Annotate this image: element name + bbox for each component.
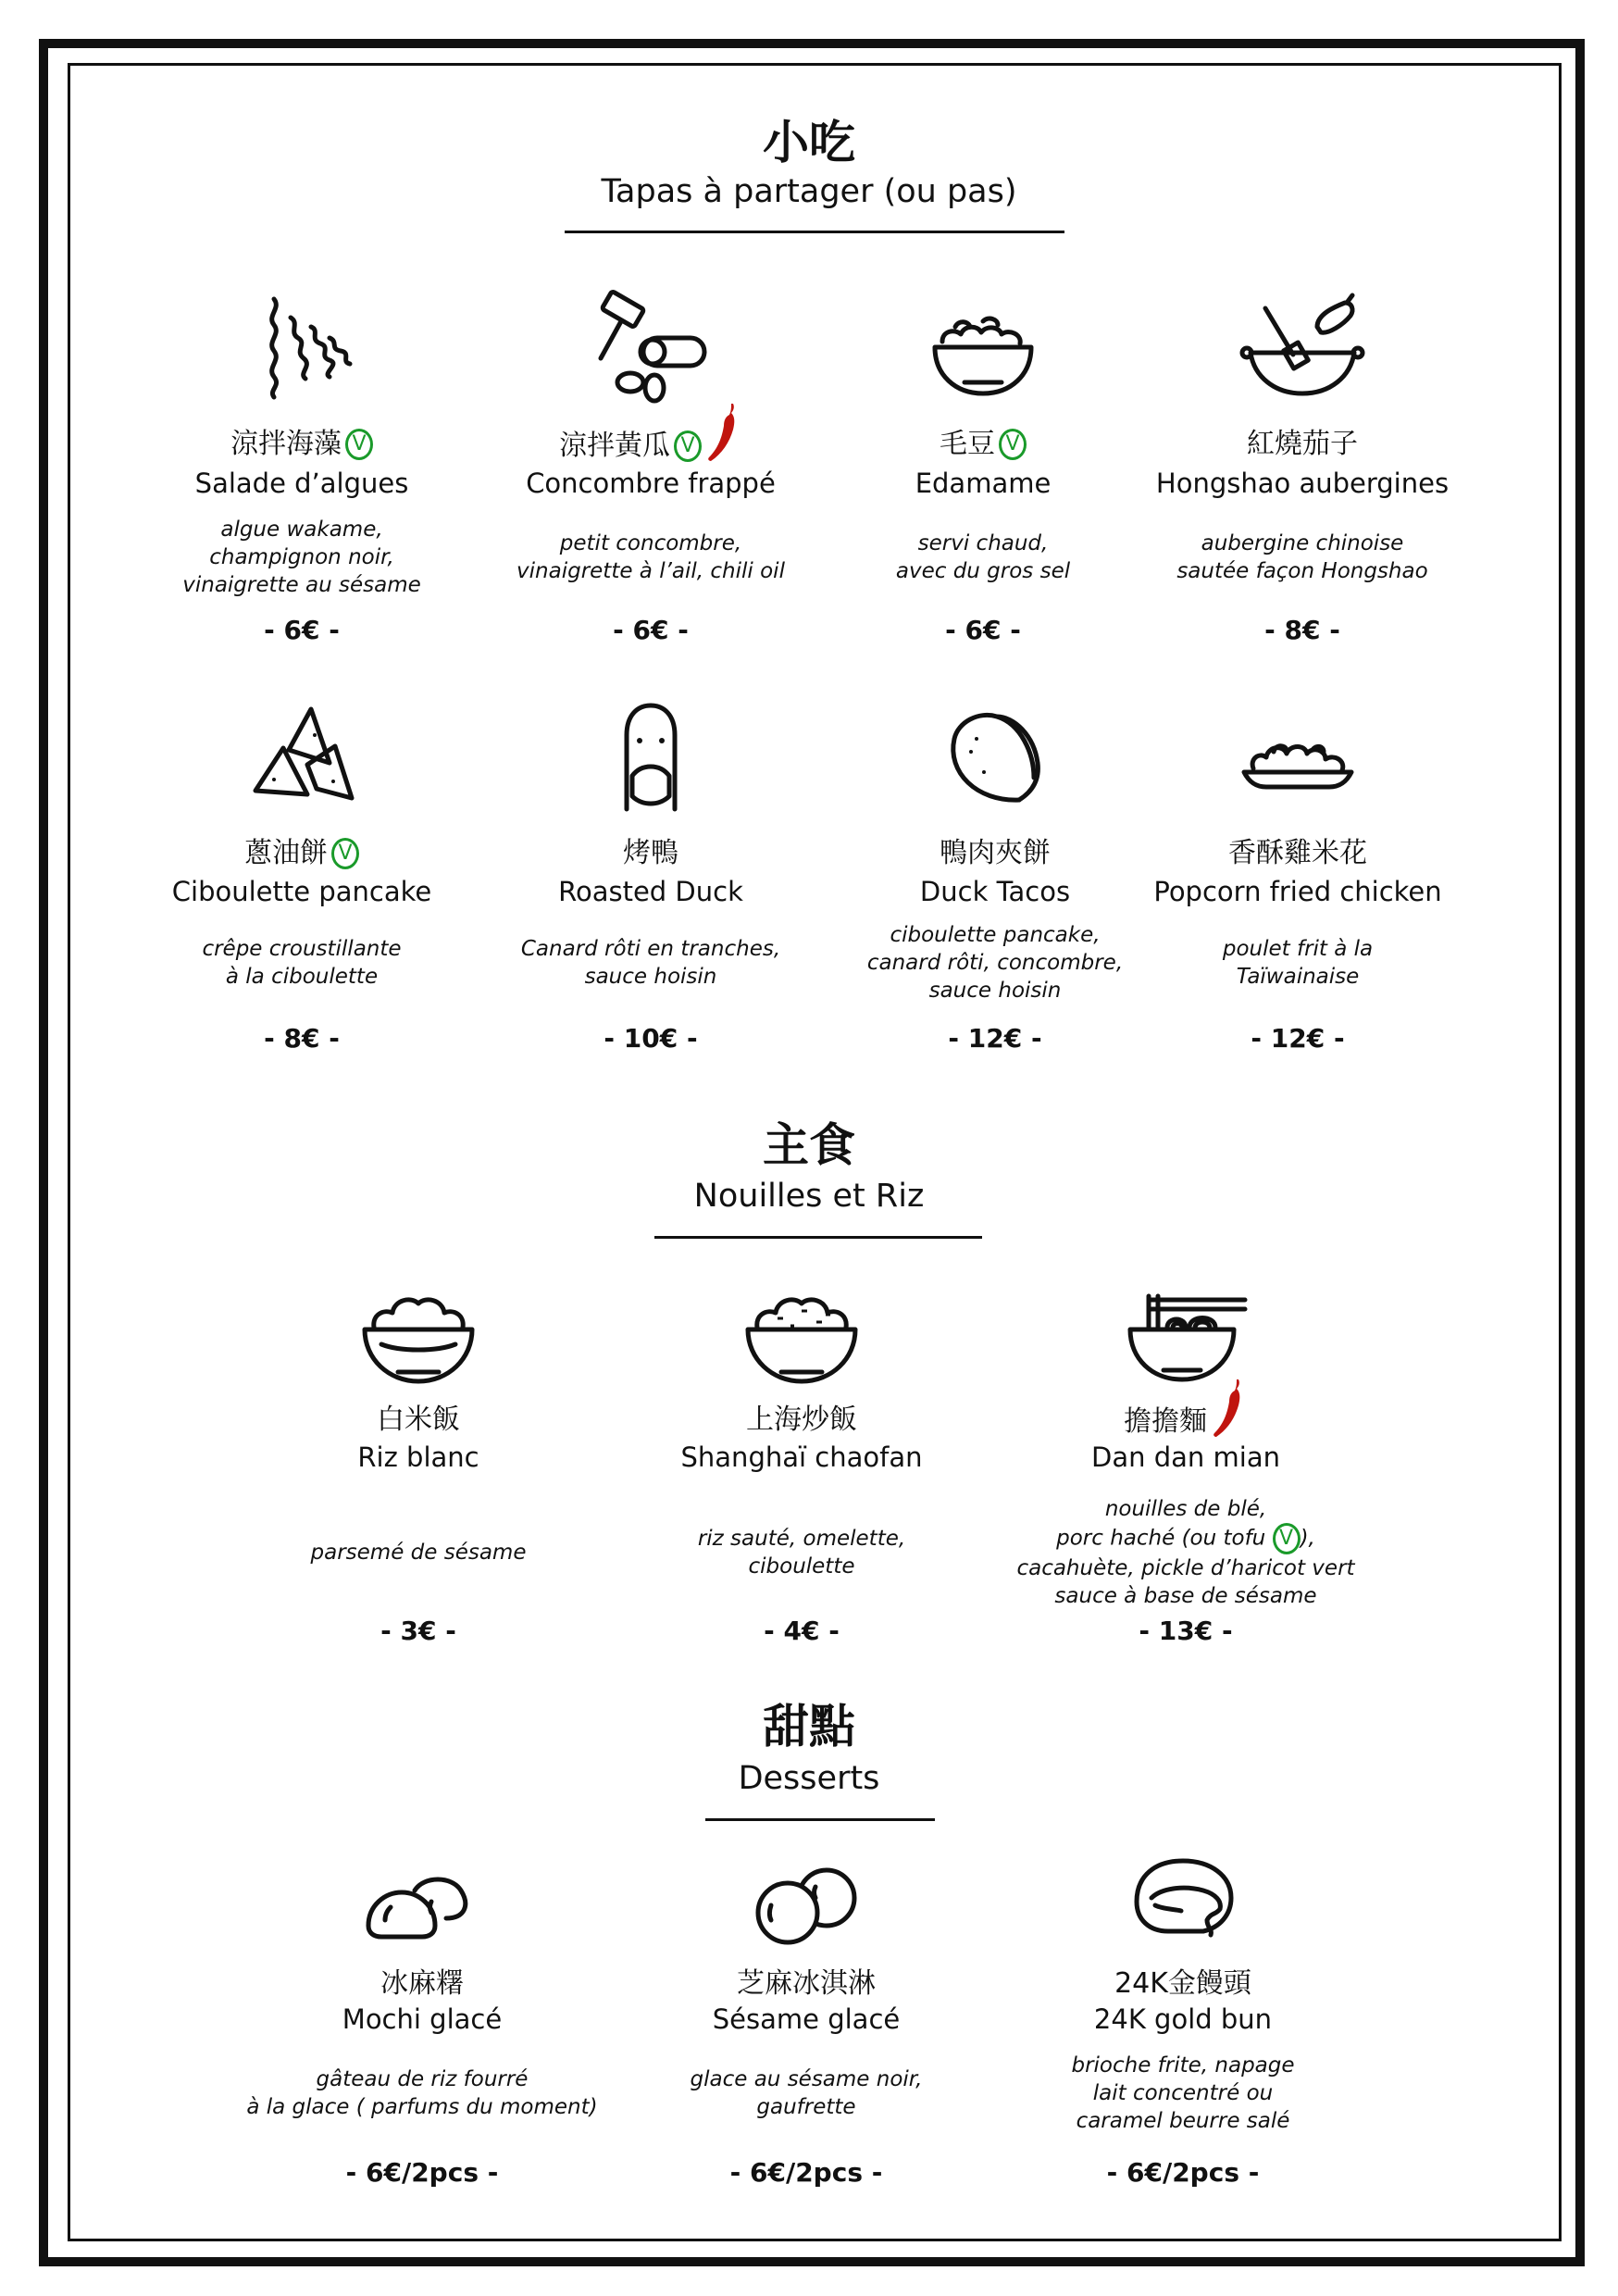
item-name-cn-text: 上海炒飯 bbox=[746, 1404, 857, 1436]
item-description bbox=[1126, 502, 1478, 613]
description-line: cacahuète, pickle d’haricot vert bbox=[1016, 1556, 1355, 1580]
item-price: - 6€ - bbox=[264, 615, 340, 645]
item-name-cn bbox=[630, 1967, 982, 2001]
item-price: - 3€ - bbox=[380, 1616, 456, 1646]
section-subtitle: Nouilles et Riz bbox=[693, 1178, 925, 1215]
description-line: caramel beurre salé bbox=[1076, 2109, 1290, 2133]
item-name-en: Mochi glacé bbox=[342, 2003, 503, 2035]
description-line bbox=[1010, 1523, 1362, 1554]
item-description bbox=[630, 2038, 982, 2149]
wok-eggplant-icon bbox=[1126, 290, 1478, 410]
description-line: lait concentré ou bbox=[1092, 2081, 1274, 2105]
item-price: - 6€/2pcs - bbox=[345, 2157, 499, 2188]
item-name-cn-text: 毛豆 bbox=[940, 428, 995, 460]
item-price: - 8€ - bbox=[1264, 615, 1340, 645]
description-line: nouilles de blé, bbox=[1104, 1497, 1267, 1521]
item-name-cn bbox=[126, 837, 478, 870]
item-price: - 13€ - bbox=[1139, 1616, 1233, 1646]
description-line: Canard rôti en tranches, bbox=[520, 937, 781, 961]
item-name-cn bbox=[126, 428, 478, 461]
vegetarian-badge: V bbox=[674, 430, 702, 462]
item-name-cn-text: 鴨肉夾餅 bbox=[940, 837, 1051, 869]
section-subtitle: Tapas à partager (ou pas) bbox=[601, 173, 1017, 210]
description-line: gâteau de riz fourré bbox=[316, 2067, 529, 2091]
item-name-cn-text: 涼拌黃瓜 bbox=[559, 430, 670, 462]
section-title-cn: 甜點 bbox=[763, 1700, 855, 1753]
vegetarian-badge: V bbox=[331, 838, 359, 869]
item-name-cn bbox=[1122, 837, 1474, 870]
edamame-bowl-icon bbox=[807, 290, 1159, 410]
duck-icon bbox=[475, 698, 827, 818]
description-line: sauce à base de sésame bbox=[1054, 1584, 1317, 1608]
gold-bun-icon bbox=[1007, 1846, 1359, 1966]
description-line: ciboulette pancake, bbox=[890, 923, 1101, 947]
section-title-cn: 主食 bbox=[763, 1118, 855, 1172]
vegetarian-badge: V bbox=[345, 429, 373, 460]
item-name-cn-text: 白米飯 bbox=[377, 1404, 460, 1436]
description-line: champignon noir, bbox=[209, 545, 394, 569]
mochi-icon bbox=[246, 1846, 598, 1966]
rice-bowl-icon bbox=[243, 1272, 594, 1392]
item-price: - 8€ - bbox=[264, 1023, 340, 1054]
item-name-en: Hongshao aubergines bbox=[1155, 468, 1450, 499]
description-text: porc haché (ou tofu bbox=[1056, 1526, 1273, 1551]
item-name-cn-text: 蔥油餅 bbox=[244, 837, 328, 869]
item-name-en: 24K gold bun bbox=[1093, 2003, 1273, 2035]
item-price: - 6€/2pcs - bbox=[729, 2157, 883, 2188]
chili-pepper-icon bbox=[1211, 1376, 1248, 1441]
item-name-cn bbox=[819, 837, 1171, 870]
description-text: ), bbox=[1300, 1526, 1315, 1551]
item-name-en: Popcorn fried chicken bbox=[1153, 876, 1442, 907]
item-description bbox=[126, 502, 478, 613]
description-line: à la ciboulette bbox=[225, 965, 379, 989]
item-description bbox=[807, 502, 1159, 613]
description-line: aubergine chinoise bbox=[1201, 531, 1404, 555]
item-name-en: Duck Tacos bbox=[919, 876, 1071, 907]
item-name-en: Shanghaï chaofan bbox=[680, 1441, 923, 1473]
item-name-en: Salade d’algues bbox=[194, 468, 409, 499]
sesame-balls-icon bbox=[630, 1846, 982, 1966]
description-line: brioche frite, napage bbox=[1071, 2053, 1295, 2078]
item-name-en: Roasted Duck bbox=[558, 876, 743, 907]
item-name-en: Edamame bbox=[915, 468, 1052, 499]
fried-rice-bowl-icon bbox=[626, 1272, 977, 1392]
description-line: avec du gros sel bbox=[895, 559, 1071, 583]
description-line: riz sauté, omelette, bbox=[697, 1527, 906, 1551]
description-line: à la glace ( parfums du moment) bbox=[246, 2095, 598, 2119]
description-line: petit concombre, bbox=[559, 531, 742, 555]
vegetarian-badge: V bbox=[1273, 1523, 1301, 1554]
description-line: algue wakame, bbox=[220, 518, 383, 542]
item-description bbox=[475, 907, 827, 1018]
chili-pepper-icon bbox=[705, 400, 742, 465]
item-name-cn bbox=[626, 1404, 977, 1437]
item-name-cn bbox=[475, 428, 827, 465]
popcorn-chicken-icon bbox=[1122, 698, 1474, 818]
item-name-en: Ciboulette pancake bbox=[171, 876, 432, 907]
item-description bbox=[475, 502, 827, 613]
item-description bbox=[819, 907, 1171, 1018]
vegetarian-badge: V bbox=[999, 429, 1027, 460]
description-line: vinaigrette à l’ail, chili oil bbox=[517, 559, 785, 583]
description-line: sauce hoisin bbox=[928, 979, 1062, 1003]
item-name-cn-text: 24K金饅頭 bbox=[1114, 1967, 1251, 2000]
taco-icon bbox=[819, 698, 1171, 818]
item-description bbox=[246, 2038, 598, 2149]
smashed-cucumber-icon bbox=[475, 290, 827, 410]
item-description bbox=[1122, 907, 1474, 1018]
description-line: canard rôti, concombre, bbox=[866, 951, 1124, 975]
item-name-cn-text: 冰麻糬 bbox=[380, 1967, 464, 2000]
item-name-cn-text: 紅燒茄子 bbox=[1247, 428, 1358, 460]
section-subtitle: Desserts bbox=[738, 1760, 880, 1797]
item-price: - 6€/2pcs - bbox=[1106, 2157, 1260, 2188]
description-line: parsemé de sésame bbox=[310, 1541, 527, 1565]
noodle-bowl-icon bbox=[1010, 1272, 1362, 1392]
item-name-cn bbox=[475, 837, 827, 870]
item-name-cn bbox=[246, 1967, 598, 2001]
description-line: gaufrette bbox=[756, 2095, 856, 2119]
section-divider bbox=[654, 1236, 982, 1239]
description-line: glace au sésame noir, bbox=[690, 2067, 923, 2091]
item-description bbox=[126, 907, 478, 1018]
description-line: Taïwainaise bbox=[1236, 965, 1360, 989]
item-name-cn bbox=[807, 428, 1159, 461]
item-name-cn-text: 涼拌海藻 bbox=[230, 428, 342, 460]
description-line: crêpe croustillante bbox=[202, 937, 402, 961]
item-name-cn bbox=[1007, 1967, 1359, 2001]
item-name-en: Dan dan mian bbox=[1091, 1441, 1280, 1473]
item-price: - 10€ - bbox=[604, 1023, 698, 1054]
item-price: - 6€ - bbox=[945, 615, 1021, 645]
item-description bbox=[1007, 2038, 1359, 2149]
item-name-cn bbox=[243, 1404, 594, 1437]
item-name-en: Riz blanc bbox=[357, 1441, 479, 1473]
section-divider bbox=[565, 231, 1064, 233]
section-divider bbox=[705, 1818, 935, 1821]
item-name-cn-text: 香酥雞米花 bbox=[1228, 837, 1367, 869]
description-line: sautée façon Hongshao bbox=[1176, 559, 1428, 583]
item-name-cn bbox=[1010, 1404, 1362, 1441]
item-description bbox=[626, 1497, 977, 1608]
item-price: - 6€ - bbox=[613, 615, 689, 645]
item-name-en: Sésame glacé bbox=[712, 2003, 901, 2035]
item-price: - 12€ - bbox=[1251, 1023, 1345, 1054]
seaweed-icon bbox=[126, 290, 478, 410]
item-name-cn-text: 烤鴨 bbox=[623, 837, 678, 869]
description-line: servi chaud, bbox=[917, 531, 1049, 555]
description-line: vinaigrette au sésame bbox=[182, 573, 421, 597]
item-name-cn-text: 芝麻冰淇淋 bbox=[737, 1967, 876, 2000]
item-description bbox=[243, 1497, 594, 1608]
item-name-cn bbox=[1126, 428, 1478, 461]
section-title-cn: 小吃 bbox=[763, 116, 855, 169]
item-price: - 12€ - bbox=[948, 1023, 1042, 1054]
item-price: - 4€ - bbox=[764, 1616, 840, 1646]
item-name-cn-text: 擔擔麵 bbox=[1124, 1405, 1207, 1438]
item-name-en: Concombre frappé bbox=[526, 468, 776, 499]
description-line: ciboulette bbox=[748, 1554, 855, 1578]
description-line: sauce hoisin bbox=[584, 965, 717, 989]
item-description bbox=[1010, 1497, 1362, 1608]
description-line: poulet frit à la bbox=[1222, 937, 1374, 961]
pancake-slices-icon bbox=[126, 698, 478, 818]
